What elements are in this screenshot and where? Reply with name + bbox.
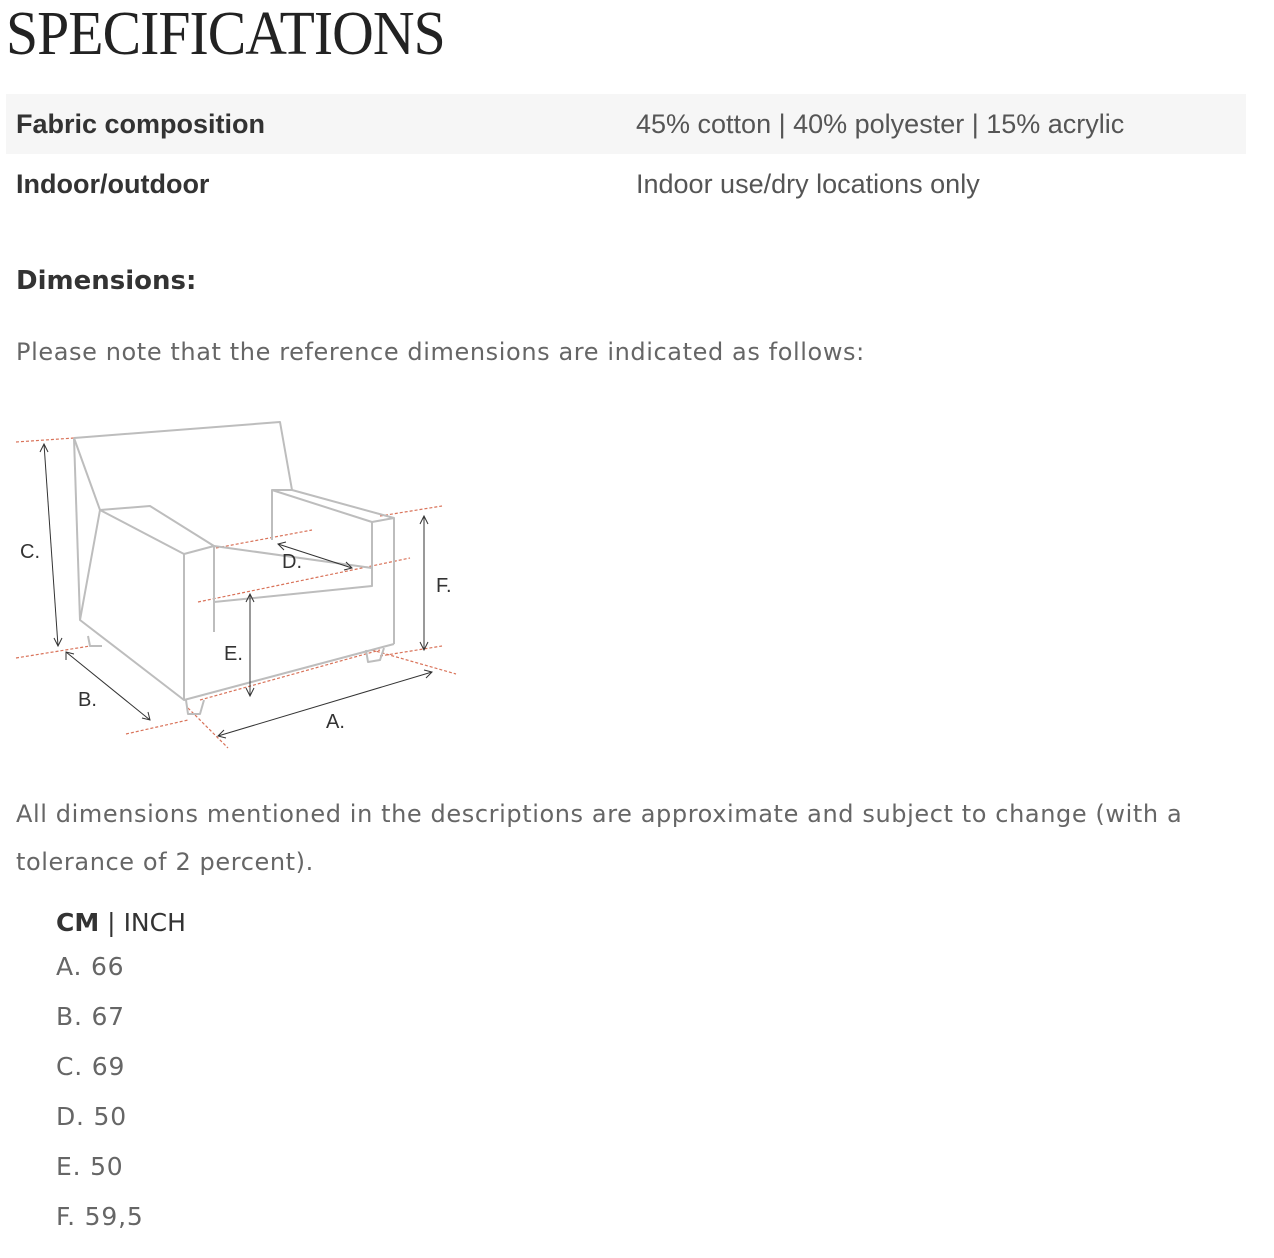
diagram-label-e: E. <box>224 643 243 665</box>
dimensions-disclaimer: All dimensions mentioned in the descriptions are approximate and subject to change (with a tolerance of 2 percent). <box>16 800 1183 876</box>
spec-table <box>6 94 1246 214</box>
unit-inch-option[interactable]: INCH <box>123 908 186 937</box>
spec-row-indoor-outdoor <box>6 154 1246 214</box>
armchair-outline <box>74 422 394 714</box>
diagram-label-d: D. <box>282 551 302 573</box>
unit-cm-option[interactable]: CM <box>56 908 100 937</box>
unit-toggle <box>56 908 186 937</box>
diagram-label-c: C. <box>20 541 40 563</box>
dimension-item-d: D. 50 <box>56 1102 127 1131</box>
dimensions-note: Please note that the reference dimensions are indicated as follows: <box>16 338 865 366</box>
dimensions-heading: Dimensions: <box>16 266 197 296</box>
diagram-label-a: A. <box>326 711 345 733</box>
dimension-item-a: A. 66 <box>56 952 125 981</box>
spec-row-fabric <box>6 94 1246 154</box>
spec-value: 45% cotton | 40% polyester | 15% acrylic <box>636 108 1125 139</box>
dimension-item-f: F. 59,5 <box>56 1202 144 1231</box>
spec-label: Indoor/outdoor <box>16 168 210 199</box>
spec-label: Fabric composition <box>16 108 266 139</box>
page-title: SPECIFICATIONS <box>6 0 445 68</box>
dimension-item-c: C. 69 <box>56 1052 126 1081</box>
diagram-label-b: B. <box>78 689 97 711</box>
spec-value: Indoor use/dry locations only <box>636 168 980 199</box>
dimension-item-b: B. 67 <box>56 1002 125 1031</box>
armchair-dimension-diagram <box>10 410 470 755</box>
unit-separator: | <box>99 908 124 937</box>
dimensions-list <box>56 952 144 1252</box>
dimension-item-e: E. 50 <box>56 1152 124 1181</box>
diagram-label-f: F. <box>436 575 452 597</box>
dimension-arrows <box>40 444 432 738</box>
